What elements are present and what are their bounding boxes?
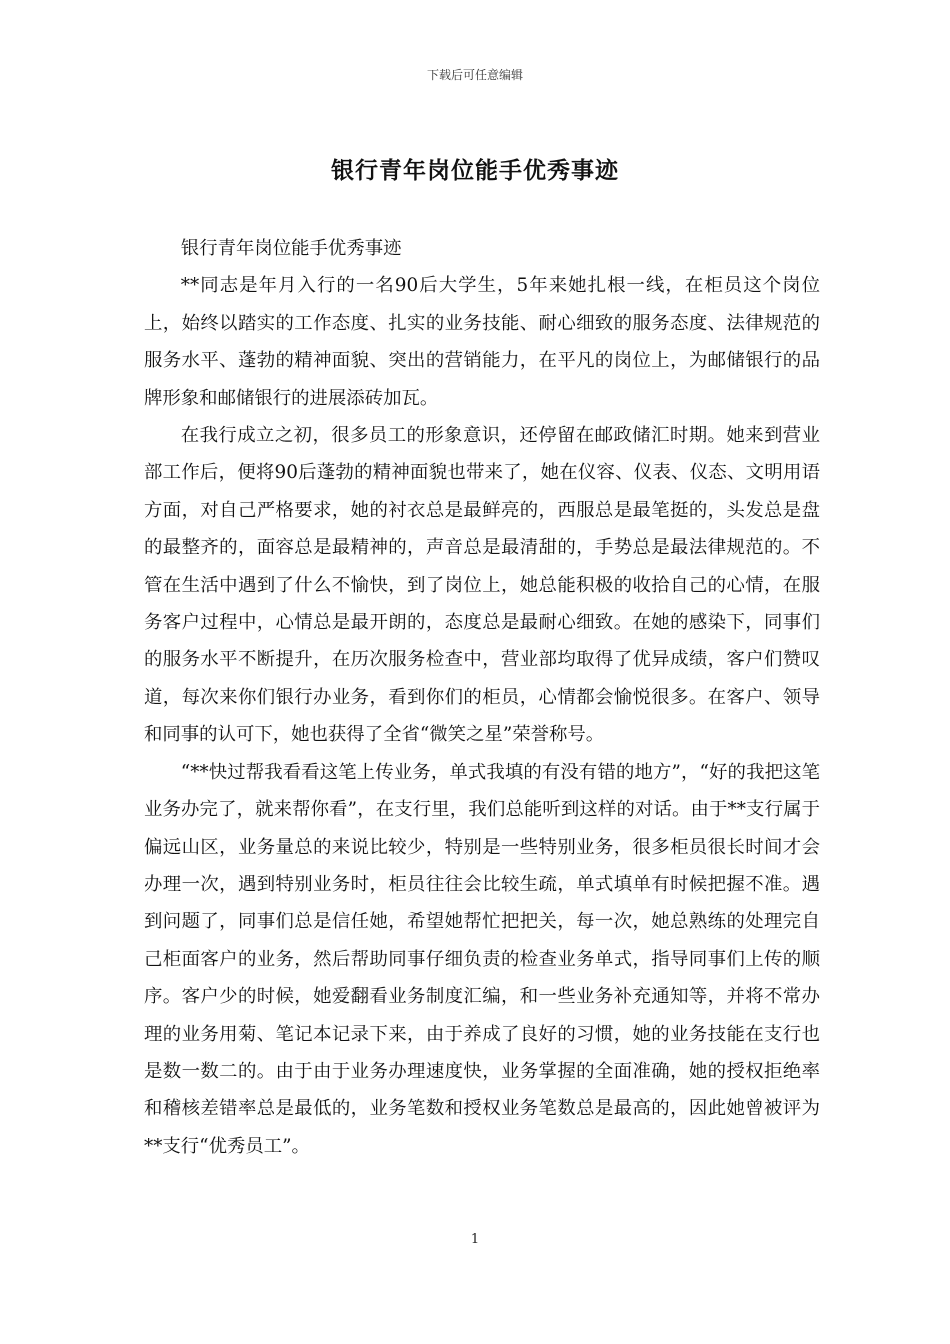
document-body — [144, 230, 820, 1165]
paragraph-subtitle: 银行青年岗位能手优秀事迹 — [180, 238, 402, 259]
paragraph: **同志是年月入行的一名90后大学生，5年来她扎根一线，在柜员这个岗位上，始终以踏实的工作态度、扎实的业务技能、耐心细致的服务态度、法律规范的服务水平、蓬勃的精神面貌、突出的营销能力，在平凡的岗位上，为邮储银行的品牌形象和邮储银行的进展添砖加瓦。 — [144, 275, 820, 409]
paragraph: 在我行成立之初，很多员工的形象意识，还停留在邮政储汇时期。她来到营业部工作后，便将90后蓬勃的精神面貌也带来了，她在仪容、仪表、仪态、文明用语方面，对自己严格要求，她的衬衣总是最鲜亮的，西服总是最笔挺的，头发总是盘的最整齐的，面容总是最精神的，声音总是最清甜的，手势总是最法律规范的。不管在生活中遇到了什么不愉快，到了岗位上，她总能积极的收拾自己的心情，在服务客户过程中，心情总是最开朗的，态度总是最耐心细致。在她的感染下，同事们的服务水平不断提升，在历次服务检查中，营业部均取得了优异成绩，客户们赞叹道，每次来你们银行办业务，看到你们的柜员，心情都会愉悦很多。在客户、领导和同事的认可下，她也获得了全省“微笑之星”荣誉称号。 — [144, 425, 820, 746]
paragraph: “**快过帮我看看这笔上传业务，单式我填的有没有错的地方”，“好的我把这笔业务办完了，就来帮你看”，在支行里，我们总能听到这样的对话。由于**支行属于偏远山区，业务量总的来说比较少，特别是一些特别业务，很多柜员很长时间才会办理一次，遇到特别业务时，柜员往往会比较生疏，单式填单有时候把握不准。遇到问题了，同事们总是信任她，希望她帮忙把把关，每一次，她总熟练的处理完自己柜面客户的业务，然后帮助同事仔细负责的检查业务单式，指导同事们上传的顺序。客户少的时候，她爱翻看业务制度汇编，和一些业务补充通知等，并将不常办理的业务用菊、笔记本记录下来，由于养成了良好的习惯，她的业务技能在支行也是数一数二的。由于由于业务办理速度快，业务掌握的全面准确，她的授权拒绝率和稽核差错率总是最低的，业务笔数和授权业务笔数总是最高的，因此她曾被评为**支行“优秀员工”。 — [144, 761, 820, 1157]
page-number: 1 — [470, 1232, 480, 1247]
page-header-note: 下载后可任意编辑 — [426, 68, 523, 82]
document-title: 银行青年岗位能手优秀事迹 — [331, 157, 619, 184]
